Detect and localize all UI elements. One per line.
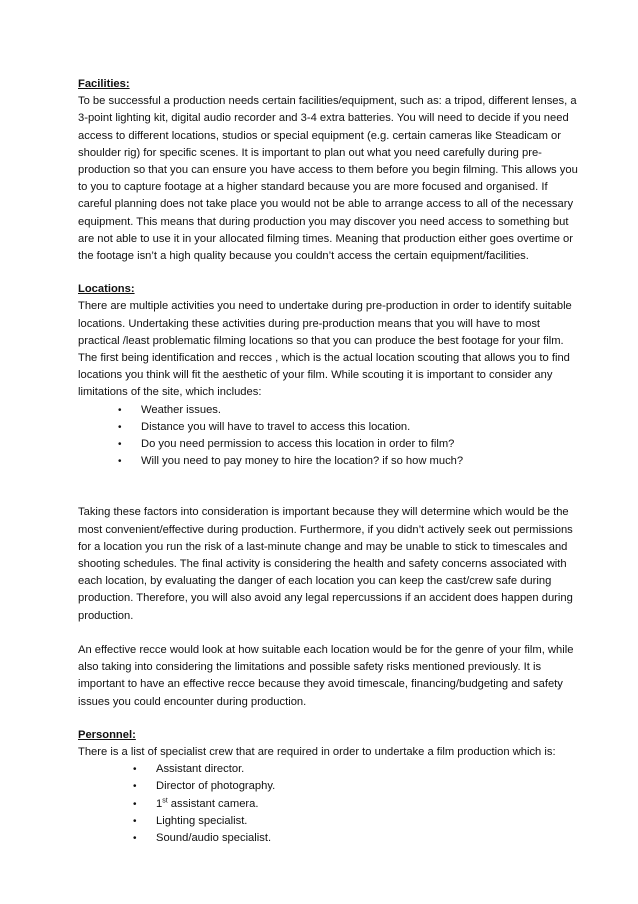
locations-recce-paragraph: An effective recce would look at how suitable each location would be for the genre of your film, while also taking into considering the limitations and possible safety risks mentioned previously. It is important to have an effective recce because they avoid timescale, financing/budgeting and safety issues you could encounter during production. <box>78 643 574 708</box>
document-page <box>78 76 578 847</box>
list-item: • Will you need to pay money to hire the location? if so how much? <box>118 453 578 470</box>
bullet-icon: • <box>133 781 137 793</box>
bullet-icon: • <box>118 421 122 433</box>
bullet-icon: • <box>118 404 122 416</box>
list-item: • Do you need permission to access this location in order to film? <box>118 436 578 453</box>
personnel-heading: Personnel: <box>78 728 136 741</box>
bullet-icon: • <box>133 764 137 776</box>
locations-intro-paragraph: There are multiple activities you need to undertake during pre-production in order to identify suitable locations. Undertaking these activities during pre-production means that you will have to most practical /least problematic filming locations so that you can produce the best footage for your film. The first being identification and recces , which is the actual location scouting that allows you to find locations you think will fit the aesthetic of your film. While scouting it is important to consider any limitations of the site, which includes: <box>78 300 572 399</box>
bullet-icon: • <box>133 815 137 827</box>
bullet-icon: • <box>118 439 122 451</box>
bullet-icon: • <box>133 798 137 810</box>
list-item: • Distance you will have to travel to access this location. <box>118 419 578 436</box>
list-item: • Assistant director. <box>133 761 578 778</box>
personnel-crew-list <box>78 761 578 847</box>
locations-limitations-list <box>78 402 578 471</box>
bullet-icon: • <box>133 832 137 844</box>
list-item: • Sound/audio specialist. <box>133 830 578 847</box>
list-item: • Lighting specialist. <box>133 813 578 830</box>
list-item: • Weather issues. <box>118 402 578 419</box>
list-item: • Director of photography. <box>133 778 578 795</box>
blank-space <box>78 470 578 504</box>
bullet-icon: • <box>118 456 122 468</box>
locations-factors-paragraph: Taking these factors into consideration is important because they will determine which would be the most convenient/effective during production. Furthermore, if you didn’t actively seek out permissions for a location you run the risk of a last-minute change and may be unable to stick to timescales and shooting schedules. The final activity is considering the health and safety concerns associated with each location, by evaluating the danger of each location you can keep the cast/crew safe during production. Therefore, you will also avoid any legal repercussions if an accident does happen during production. <box>78 506 573 622</box>
locations-heading: Locations: <box>78 283 135 296</box>
list-item: • 1st assistant camera. <box>133 796 578 813</box>
facilities-paragraph: To be successful a production needs certain facilities/equipment, such as: a tripod, different lenses, a 3-point lighting kit, digital audio recorder and 3-4 extra batteries. You will need to decide if you need access to different locations, studios or special equipment (e.g. certain cameras like Steadicam or shoulder rig) for specific scenes. It is important to plan out what you need carefully during pre-production so that you can ensure you have access to them before you begin filming. This allows you to you to capture footage at a higher standard because you are more focused and organised. If careful planning does not take place you would not be able to arrange access to all of the necessary equipment. This means that during production you may discover you need access to something but are not able to use it in your allocated filming times. Meaning that production either goes overtime or the footage isn’t a high quality because you couldn’t access the certain equipment/facilities. <box>78 95 578 263</box>
personnel-intro-paragraph: There is a list of specialist crew that are required in order to undertake a film production which is: <box>78 745 556 758</box>
facilities-heading: Facilities: <box>78 78 130 90</box>
